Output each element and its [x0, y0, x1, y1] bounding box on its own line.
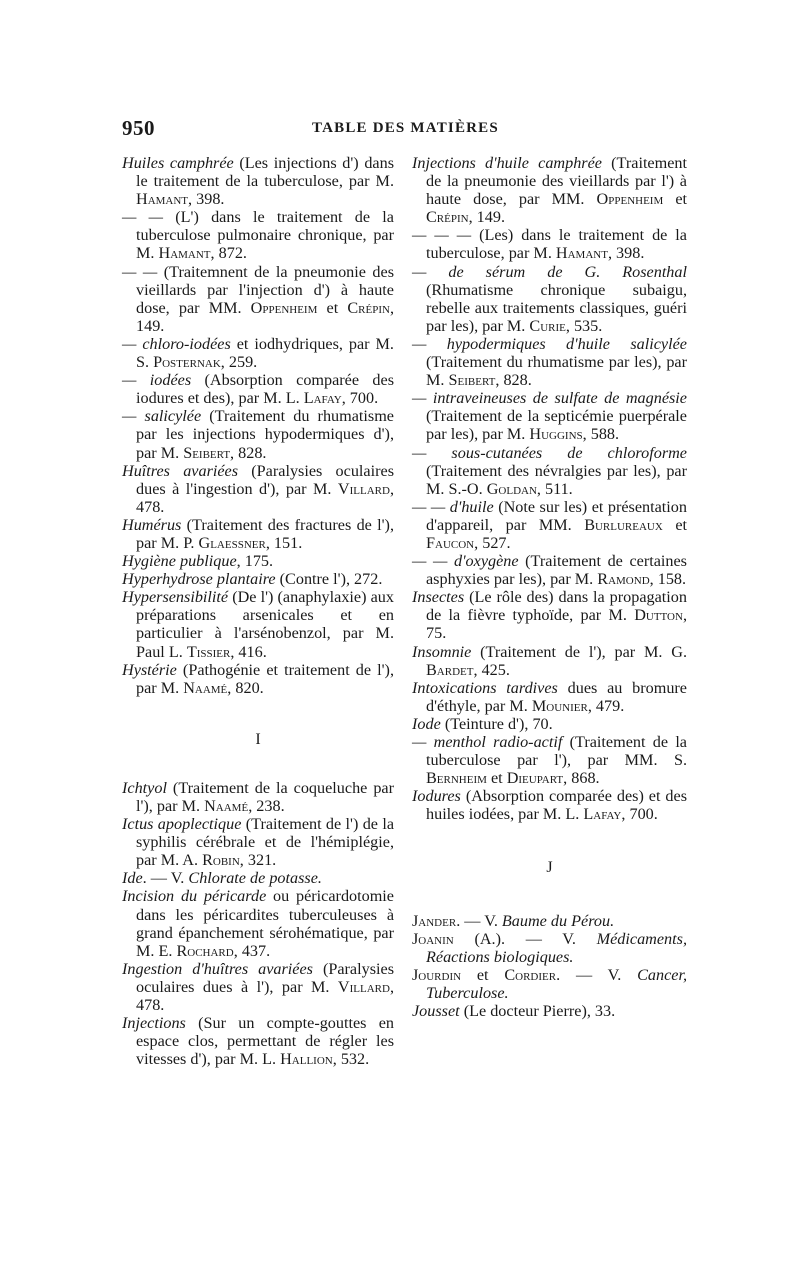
- entry-text: , 820.: [227, 678, 264, 697]
- entry-author: Mounier: [531, 696, 588, 715]
- entry-author: Naamé: [183, 678, 228, 697]
- entry-author-head: Jourdin: [412, 965, 462, 984]
- entry-heading: — —: [122, 208, 176, 227]
- index-entry: [122, 516, 394, 552]
- entry-heading: Insomnie: [412, 642, 472, 661]
- entry-text: , 416.: [230, 642, 267, 661]
- entry-heading: — iodées: [122, 371, 192, 390]
- entry-author: Seibert: [183, 443, 231, 462]
- entry-text: , 175.: [236, 552, 274, 571]
- entry-text: , 532.: [332, 1050, 370, 1069]
- index-entry: [412, 335, 687, 389]
- index-entry: [412, 679, 687, 715]
- index-entry: [412, 1002, 687, 1020]
- entry-text: (Traitement des névralgies par les), par M. S.-O.: [426, 461, 687, 498]
- entry-heading: — salicylée: [122, 407, 202, 426]
- entry-text: dues au bromure d'éthyle, par M.: [426, 678, 687, 715]
- entry-heading: — menthol radio-actif: [412, 733, 563, 751]
- entry-text: , 588.: [582, 425, 620, 444]
- index-entry: [412, 966, 687, 1002]
- entry-heading: Huiles camphrée: [122, 154, 234, 172]
- entries-h: [122, 154, 394, 697]
- index-entry: [412, 733, 687, 787]
- index-entry: [122, 154, 394, 208]
- entry-author: Oppenheim: [250, 298, 318, 317]
- entry-text: (Paralysies oculaires dues à l'), par M.: [136, 959, 394, 996]
- entry-text: , 872.: [210, 244, 247, 263]
- index-entry: [412, 588, 687, 642]
- entry-heading: — — d'huile: [412, 497, 494, 516]
- entry-author: Bernheim: [426, 769, 487, 788]
- entry-text: (Traitement de la septicémie puerpérale par les), par M.: [426, 407, 687, 444]
- entry-author: Hamant: [136, 190, 189, 209]
- right-column: [412, 154, 687, 1020]
- entry-text: (Le docteur Pierre), 33.: [459, 1002, 616, 1021]
- entry-author: Huggins: [529, 425, 583, 444]
- entry-text: (A.). — V.: [453, 929, 597, 948]
- entry-text: , 479.: [587, 696, 625, 715]
- entries-j: [412, 912, 687, 1021]
- index-entry: [412, 930, 687, 966]
- entry-text: (Traitement de l'), par M. G.: [471, 642, 687, 661]
- index-entry: [122, 779, 394, 815]
- entry-author: Naamé: [204, 797, 249, 815]
- entry-text: (Note sur les) et présentation d'appareil, par MM.: [426, 497, 687, 534]
- entry-text: (Traitement de l') de la syphilis cérébrale et de l'hémiplégie, par M. A.: [136, 815, 395, 870]
- entry-text: et: [317, 298, 348, 317]
- index-entry: [412, 552, 687, 588]
- entry-heading: Ictus apoplectique: [122, 815, 242, 834]
- entry-text: ou péricardotomie dans les péricardites tuberculeuses à grand épanchement sérohématique, par M. E.: [136, 887, 394, 960]
- index-entry: [122, 869, 394, 887]
- entry-text: (Traitemnent de la pneumonie des vieillards par l'injection d') à haute dose, par MM.: [136, 262, 394, 317]
- entry-heading: Hystérie: [122, 660, 177, 679]
- entry-reference: Cancer, Tuberculose.: [426, 965, 687, 1002]
- index-entry: [122, 335, 394, 371]
- entry-author: Villard: [337, 977, 390, 996]
- index-entry: [122, 462, 394, 516]
- entry-text: , 158.: [649, 570, 687, 589]
- index-entry: [122, 1014, 394, 1068]
- entry-author: Bardet: [426, 660, 474, 679]
- entry-text: , 259.: [220, 353, 258, 372]
- entry-author: Tissier: [186, 642, 231, 661]
- entry-heading: Humérus: [122, 515, 182, 534]
- index-entry: [122, 661, 394, 697]
- entry-text: (Les) dans le traitement de la tuberculose, par M.: [426, 226, 687, 263]
- entry-text: (Traitement de la coqueluche par l'), par M.: [136, 778, 394, 815]
- entry-reference: Médicaments, Réactions biologiques.: [426, 929, 687, 966]
- entry-author: Glaessner: [198, 533, 266, 552]
- page-number: 950: [122, 116, 155, 140]
- index-entry: [122, 371, 394, 407]
- index-entry: [412, 787, 687, 823]
- entry-text: , 828.: [230, 443, 267, 462]
- entry-author: Oppenheim: [596, 190, 664, 209]
- left-column: [122, 154, 394, 1068]
- entry-text: , 511.: [536, 479, 573, 498]
- entry-text: , 700.: [621, 805, 658, 824]
- index-entry: [412, 498, 687, 552]
- entry-author: Seibert: [448, 371, 496, 390]
- entry-text: , 437.: [233, 941, 271, 960]
- entry-text: (Absorption comparée des iodures et des), par M. L.: [136, 371, 394, 408]
- index-entry: [412, 912, 687, 930]
- entry-text: (Traitement de la pneumonie des vieillards par l') à haute dose, par MM.: [426, 154, 687, 209]
- entry-heading: Ichtyol: [122, 778, 167, 797]
- entry-heading: Huîtres avariées: [122, 461, 239, 480]
- index-entry: [412, 263, 687, 335]
- entry-text: (Absorption comparée des) et des huiles iodées, par M. L.: [426, 787, 687, 824]
- index-entry: [122, 552, 394, 570]
- index-entry: [412, 715, 687, 733]
- section-letter-j: J: [546, 859, 553, 877]
- entry-heading: — chloro-iodées: [122, 334, 231, 353]
- entry-text: (Contre l'), 272.: [275, 570, 383, 589]
- index-entry: [412, 389, 687, 443]
- entry-heading: — — d'oxygène: [412, 552, 519, 571]
- entry-heading: Intoxications tardives: [412, 678, 558, 697]
- index-entry: [122, 570, 394, 588]
- entry-text: (Teinture d'), 70.: [440, 714, 553, 733]
- entry-author: Rochard: [176, 941, 234, 960]
- entry-author: Crépin: [426, 208, 469, 227]
- entry-text: (Traitement de certaines asphyxies par les), par M.: [426, 552, 687, 589]
- entry-reference: Chlorate de potasse.: [188, 869, 322, 888]
- entry-text: (Traitement des fractures de l'), par M. P.: [136, 515, 394, 552]
- entry-author: Cordier: [504, 965, 557, 984]
- entry-text: (L') dans le traitement de la tuberculose pulmonaire chronique, par M.: [136, 208, 394, 263]
- entry-text: (Traitement du rhumatisme par les), par M.: [426, 353, 687, 390]
- entry-author: Ramond: [597, 570, 650, 589]
- entry-text: , 151.: [265, 533, 303, 552]
- entry-author: Lafay: [583, 805, 622, 824]
- index-entry: [122, 887, 394, 959]
- entry-text: , 478.: [136, 977, 394, 1015]
- entry-text: , 238.: [248, 797, 285, 815]
- entry-heading: Injections d'huile camphrée: [412, 154, 602, 172]
- entry-heading: Ingestion d'huîtres avariées: [122, 959, 313, 978]
- entry-heading: Ide: [122, 869, 143, 888]
- entry-author: Dieupart: [506, 769, 564, 788]
- entry-text: , 398.: [188, 190, 225, 209]
- entry-text: , 398.: [607, 244, 645, 263]
- entry-text: , 700.: [341, 389, 379, 408]
- entry-author: Hallion: [280, 1050, 333, 1069]
- entry-heading: Jousset: [412, 1002, 460, 1021]
- entry-author: Villard: [337, 479, 390, 498]
- entry-text: (De l') (anaphylaxie) aux préparations arsenicales et en particulier à l'arsénobenzol, par M. Paul L.: [136, 588, 394, 661]
- entry-author: Robin: [202, 851, 240, 870]
- entry-heading: Iode: [412, 714, 441, 733]
- entry-text: (Le rôle des) dans la propagation de la fièvre typhoïde, par M.: [426, 588, 687, 625]
- index-entry: [412, 444, 687, 498]
- index-entry: [122, 815, 394, 869]
- section-letter-i: I: [255, 730, 261, 748]
- entry-heading: — intraveineuses de sulfate de magnésie: [412, 389, 687, 408]
- entry-heading: Hyperhydrose plantaire: [122, 570, 276, 589]
- entry-author: Crépin: [347, 298, 390, 317]
- entry-heading: — —: [122, 262, 164, 281]
- entry-author: Lafay: [303, 389, 342, 408]
- entry-text: , 425.: [473, 660, 510, 679]
- entry-heading: Hypersensibilité: [122, 588, 229, 607]
- entry-text: , 868.: [563, 769, 600, 788]
- index-entry: [412, 154, 687, 226]
- entry-text: , 75.: [426, 606, 687, 643]
- entry-text: , 535.: [565, 316, 603, 335]
- entry-heading: — sous-cutanées de chloroforme: [412, 443, 687, 462]
- entry-heading: Hygiène publique: [122, 552, 237, 571]
- index-entry: [122, 588, 394, 660]
- entry-text: . — V.: [456, 911, 502, 930]
- entry-heading: — — —: [412, 226, 480, 245]
- entry-author: Hamant: [158, 244, 211, 263]
- entry-text: , 321.: [239, 851, 277, 870]
- entry-heading: Iodures: [412, 787, 461, 806]
- entry-author-head: Jander: [412, 911, 457, 930]
- entry-heading: Insectes: [412, 588, 465, 607]
- entry-author: Dutton: [634, 606, 683, 625]
- entry-text: (Traitement de la tuberculose par l'), par MM. S.: [426, 733, 687, 770]
- entry-text: et: [461, 965, 505, 984]
- entries-i: [122, 779, 394, 1069]
- entry-text: (Les injections d') dans le traitement de la tuberculose, par M.: [136, 154, 394, 191]
- entry-author: Posternak: [153, 353, 221, 372]
- entry-heading: — hypodermiques d'huile salicylée: [412, 334, 687, 353]
- entry-text: , 149.: [136, 298, 394, 335]
- entry-author: Curie: [529, 316, 566, 335]
- entry-text: et: [662, 515, 688, 534]
- entry-reference: Baume du Pérou.: [501, 911, 615, 930]
- index-entry: [412, 643, 687, 679]
- entry-author: Faucon: [426, 533, 475, 552]
- index-entry: [122, 960, 394, 1014]
- index-entry: [122, 263, 394, 335]
- entry-text: et iodhydriques, par M. S.: [136, 334, 394, 372]
- entry-text: . — V.: [142, 869, 189, 888]
- entry-text: . — V.: [556, 965, 638, 984]
- entry-heading: Incision du péricarde: [122, 887, 267, 906]
- entry-text: (Pathogénie et traitement de l'), par M.: [136, 660, 394, 697]
- running-head: TABLE DES MATIÈRES: [312, 120, 499, 136]
- entry-author: Goldan: [486, 479, 537, 498]
- entry-heading: — de sérum de G. Rosenthal: [412, 262, 687, 281]
- entry-author: Burlureaux: [584, 515, 663, 534]
- entry-heading: Injections: [122, 1014, 186, 1033]
- entry-text: , 828.: [495, 371, 532, 390]
- index-entry: [122, 208, 394, 262]
- entry-text: (Sur un compte-gouttes en espace clos, permettant de régler les vitesses d'), par M. L.: [136, 1014, 394, 1069]
- entry-text: et: [663, 190, 687, 209]
- entry-text: (Paralysies oculaires dues à l'ingestion d'), par M.: [136, 461, 394, 498]
- entry-author-head: Joanin: [412, 929, 454, 948]
- entries-i-continued: [412, 154, 687, 823]
- entry-text: , 478.: [136, 479, 394, 516]
- entry-text: , 527.: [474, 533, 511, 552]
- index-entry: [412, 226, 687, 262]
- index-entry: [122, 407, 394, 461]
- entry-author: Hamant: [555, 244, 608, 263]
- entry-text: , 149.: [468, 208, 505, 227]
- entry-text: (Rhumatisme chronique subaigu, rebelle aux traitements classiques, guéri par les), par M.: [426, 280, 687, 335]
- entry-text: et: [486, 769, 507, 788]
- entry-text: (Traitement du rhumatisme par les injections hypodermiques d'), par M.: [136, 407, 394, 462]
